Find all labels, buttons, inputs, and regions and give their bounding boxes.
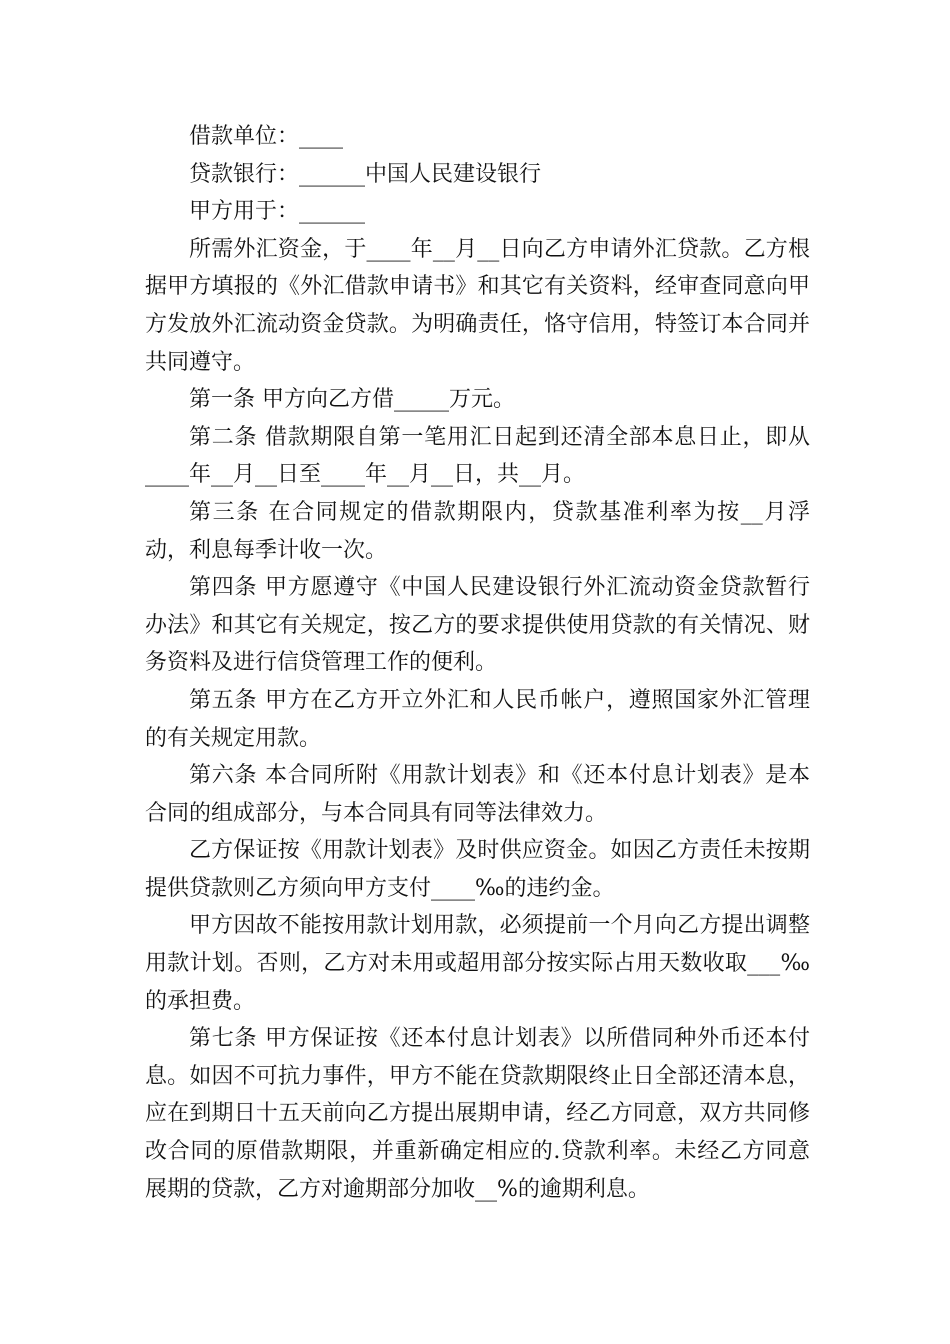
field-lending-bank: 贷款银行：______中国人民建设银行 [189, 161, 542, 187]
article-6: 第六条 本合同所附《用款计划表》和《还本付息计划表》是本合同的组成部分，与本合同具有同等法律效力。 [145, 763, 810, 826]
article-1: 第一条 甲方向乙方借_____万元。 [189, 387, 515, 413]
article-7: 第七条 甲方保证按《还本付息计划表》以所借同种外币还本付息。如因不可抗力事件，甲方不能在贷款期限终止日全部还清本息，应在到期日十五天前向乙方提出展期申请，经乙方同意，双方共同修改合同的原借款期限，并重新确定相应的.贷款利率。未经乙方同意展期的贷款，乙方对逾期部分加收__%的逾期利息。 [145, 1026, 810, 1202]
article-2: 第二条 借款期限自第一笔用汇日起到还清全部本息日止，即从____年__月__日至____年__月__日，共__月。 [145, 424, 810, 488]
article-4: 第四条 甲方愿遵守《中国人民建设银行外汇流动资金贷款暂行办法》和其它有关规定，按乙方的要求提供使用贷款的有关情况、财务资料及进行信贷管理工作的便利。 [145, 575, 810, 676]
field-purpose: 甲方用于：______ [189, 199, 366, 225]
document-body [145, 118, 810, 1208]
article-6-clause-lender: 乙方保证按《用款计划表》及时供应资金。如因乙方责任未按期提供贷款则乙方须向甲方支付____‰的违约金。 [145, 838, 810, 901]
article-5: 第五条 甲方在乙方开立外汇和人民币帐户，遵照国家外汇管理的有关规定用款。 [145, 687, 810, 751]
article-3: 第三条 在合同规定的借款期限内，贷款基准利率为按__月浮动，利息每季计收一次。 [145, 499, 810, 563]
article-6-clause-borrower: 甲方因故不能按用款计划用款，必须提前一个月向乙方提出调整用款计划。否则，乙方对未用或超用部分按实际占用天数收取___‰的承担费。 [145, 913, 810, 1014]
field-borrower: 借款单位：____ [189, 124, 344, 149]
preamble-paragraph: 所需外汇资金，于____年__月__日向乙方申请外汇贷款。乙方根据甲方填报的《外汇借款申请书》和其它有关资料，经审查同意向甲方发放外汇流动资金贷款。为明确责任，恪守信用，特签订本合同并共同遵守。 [145, 236, 810, 375]
